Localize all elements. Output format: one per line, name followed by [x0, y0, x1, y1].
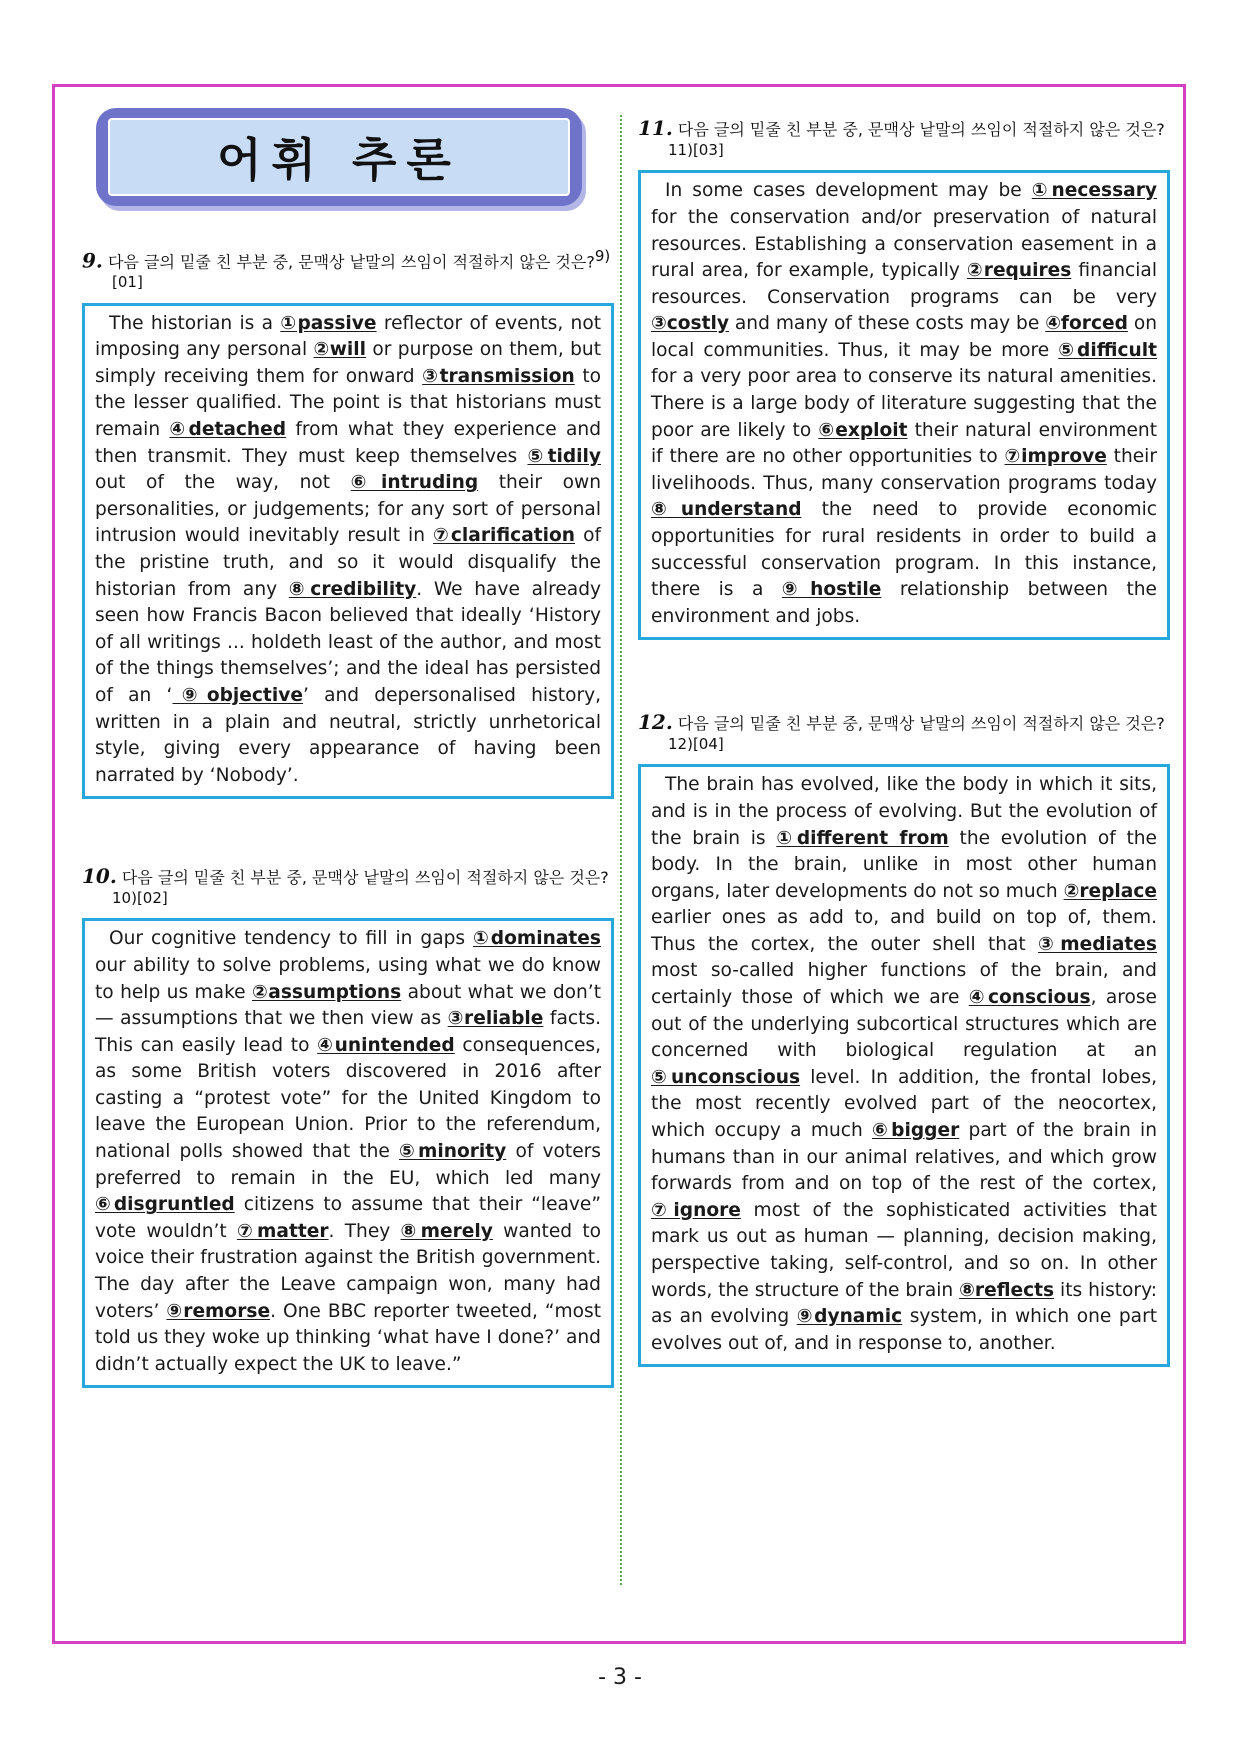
underlined-choice: ②will: [313, 339, 367, 361]
underlined-choice: ⑦improve: [1004, 446, 1107, 468]
passage-run: Our cognitive tendency to fill in gaps: [109, 928, 474, 950]
question-ref: 12)[04]: [668, 735, 724, 753]
passage-run: of the pristine truth, and so it would disqualify the historian from any: [95, 525, 601, 600]
underlined-choice: ⑥bigger: [872, 1120, 960, 1142]
section-title-banner: [96, 108, 582, 206]
underlined-choice: ⑥disgruntled: [95, 1194, 235, 1216]
passage-text: [95, 926, 601, 1378]
underlined-choice: ①dominates: [473, 928, 601, 950]
underlined-choice: ⑤tidily: [527, 445, 602, 467]
passage-box: [638, 764, 1170, 1367]
passage-run: from what they experience and then transmit. They must keep themselves: [95, 419, 601, 467]
passage-box: [638, 170, 1170, 640]
passage-box: [82, 303, 614, 800]
underlined-choice: ④conscious: [968, 987, 1091, 1009]
passage-run: their livelihoods. Thus, many conservation programs today: [651, 446, 1157, 494]
question-number: 12.: [638, 710, 673, 734]
question-11: [638, 118, 1170, 640]
question-number: 11.: [638, 116, 673, 140]
underlined-choice: ②assumptions: [252, 981, 402, 1003]
passage-run: The historian is a: [109, 312, 281, 334]
underlined-choice: ⑧credibility: [288, 578, 417, 600]
question-prompt: 다음 글의 밑줄 친 부분 중, 문맥상 낱말의 쓰임이 적절하지 않은 것은?: [121, 868, 609, 887]
passage-text: [95, 311, 601, 790]
passage-run: our ability to solve problems, using what we do know to help us make: [95, 954, 601, 1003]
passage-run: the evolution of the body. In the brain, unlike in most other human organs, later developments do not so much: [651, 827, 1157, 902]
passage-run: of voters preferred to remain in the EU, which led many: [95, 1141, 601, 1189]
passage-run: ’ and depersonalised history, written in a plain and neutral, strictly unrhetorical style, giving every appearance of having been narrated by ‘Nobody’.: [95, 684, 601, 786]
column-divider: [620, 115, 622, 1585]
underlined-choice: ④detached: [169, 419, 287, 441]
underlined-choice: ⑥exploit: [818, 419, 908, 441]
question-ref: 10)[02]: [112, 889, 168, 907]
passage-run: financial resources. Conservation programs can be very: [651, 260, 1157, 308]
underlined-choice: ⑦matter: [236, 1220, 329, 1242]
underlined-choice: ③mediates: [1038, 933, 1157, 955]
passage-run: most so-called higher functions of the brain, and certainly those of which we are: [651, 960, 1157, 1009]
underlined-choice: ④forced: [1045, 313, 1128, 335]
underlined-choice: ⑨dynamic: [796, 1306, 903, 1328]
passage-run: earlier ones as add to, and build on top of, them. Thus the cortex, the outer shell that: [651, 907, 1157, 955]
section-title: 어휘 추론: [108, 118, 570, 196]
passage-run: for the conservation and/or preservation of natural resources. Establishing a conservation easement in a rural area, for example, typically: [651, 206, 1157, 282]
question-header: [638, 118, 1170, 166]
passage-run: their own personalities, or judgements; for any sort of personal intrusion would inevitably result in: [95, 472, 601, 547]
page-number: - 3 -: [598, 1665, 642, 1690]
question-prompt: 다음 글의 밑줄 친 부분 중, 문맥상 낱말의 쓰임이 적절하지 않은 것은?: [677, 120, 1165, 139]
underlined-choice: ③transmission: [422, 365, 575, 387]
underlined-choice: ⑤unconscious: [651, 1066, 801, 1088]
passage-run: system, in which one part evolves out of, and in response to, another.: [651, 1306, 1158, 1354]
passage-run: . They: [328, 1220, 401, 1242]
underlined-choice: ⑨objective: [172, 684, 303, 706]
question-prompt: 다음 글의 밑줄 친 부분 중, 문맥상 낱말의 쓰임이 적절하지 않은 것은?: [107, 252, 595, 272]
question-12: [638, 712, 1170, 1367]
underlined-choice: ⑧reflects: [959, 1279, 1055, 1301]
passage-run: most of the sophisticated activities that mark us out as human — planning, decision making, perspective taking, self-control, and so on. In other words, the structure of the brain: [651, 1199, 1158, 1301]
underlined-choice: ⑦ignore: [651, 1199, 741, 1221]
passage-run: to the lesser qualified. The point is that historians must remain: [95, 365, 602, 441]
question-prompt: 다음 글의 밑줄 친 부분 중, 문맥상 낱말의 쓰임이 적절하지 않은 것은?: [677, 714, 1165, 733]
passage-run: or purpose on them, but simply receiving them for onward: [95, 339, 602, 387]
underlined-choice: ④unintended: [317, 1034, 455, 1056]
underlined-choice: ⑧understand: [651, 499, 802, 521]
underlined-choice: ①passive: [280, 312, 377, 334]
passage-run: for a very poor area to conserve its natural amenities. There is a large body of literature suggesting that the poor are likely to: [651, 366, 1157, 441]
passage-text: [651, 178, 1157, 630]
passage-run: citizens to assume that their “leave” vote wouldn’t: [95, 1194, 601, 1242]
passage-run: facts. This can easily lead to: [95, 1008, 601, 1056]
passage-run: consequences, as some British voters discovered in 2016 after casting a “protest vote” for the United Kingdom to leave the European Union. Prior to the referendum, national polls showed that the: [95, 1034, 602, 1163]
question-number: 9.: [82, 248, 103, 273]
underlined-choice: ⑨remorse: [166, 1300, 271, 1322]
underlined-choice: ⑧merely: [400, 1220, 493, 1242]
passage-run: . One BBC reporter tweeted, “most told us they woke up thinking ‘what have I done?’ and didn’t actually expect the UK to leave.”: [95, 1300, 601, 1375]
passage-run: reflector of events, not imposing any personal: [95, 312, 602, 361]
question-header: [638, 712, 1170, 760]
passage-run: part of the brain in humans than in our animal relatives, and which grow forwards from and on top of the rest of the cortex,: [651, 1120, 1157, 1195]
passage-text: [651, 772, 1157, 1357]
underlined-choice: ③costly: [651, 313, 729, 335]
underlined-choice: ①necessary: [1031, 180, 1158, 202]
question-ref: 9)[01]: [112, 247, 611, 292]
passage-box: [82, 918, 614, 1388]
underlined-choice: ⑨hostile: [781, 579, 882, 601]
passage-run: its history: as an evolving: [651, 1279, 1157, 1328]
passage-run: , arose out of the underlying subcortical structures which are concerned with biological regulation at an: [651, 987, 1157, 1062]
underlined-choice: ⑤minority: [398, 1141, 507, 1163]
question-9: [82, 246, 614, 799]
question-10: [82, 866, 614, 1388]
underlined-choice: ①different from: [776, 827, 949, 849]
question-header: [82, 246, 614, 299]
passage-run: on local communities. Thus, it may be more: [651, 313, 1157, 361]
underlined-choice: ②replace: [1063, 880, 1157, 902]
passage-run: level. In addition, the frontal lobes, the most recently evolved part of the neocortex, which occupy a much: [651, 1066, 1157, 1142]
underlined-choice: ⑦clarification: [433, 525, 576, 547]
passage-run: and many of these costs may be: [729, 313, 1046, 335]
passage-run: the need to provide economic opportunities for rural residents in order to build a successful conservation program. In this instance, there is a: [651, 499, 1157, 601]
question-number: 10.: [82, 864, 117, 888]
passage-run: relationship between the environment and jobs.: [651, 579, 1157, 627]
passage-run: their natural environment if there are no other opportunities to: [651, 419, 1158, 468]
passage-run: about what we don’t — assumptions that we then view as: [95, 981, 601, 1030]
question-ref: 11)[03]: [668, 141, 724, 159]
passage-run: wanted to voice their frustration against the British government. The day after the Leave campaign won, many had voters’: [95, 1220, 601, 1322]
underlined-choice: ②requires: [966, 260, 1072, 282]
passage-run: The brain has evolved, like the body in which it sits, and is in the process of evolving. But the evolution of the brain is: [651, 774, 1157, 849]
underlined-choice: ⑤difficult: [1058, 339, 1157, 361]
passage-run: In some cases development may be: [665, 180, 1032, 202]
passage-run: out of the way, not: [95, 472, 351, 494]
passage-run: . We have already seen how Francis Bacon believed that ideally ‘History of all writings ... holdeth least of the author, and most of the things themselves’; and the ideal has persisted of an ‘: [95, 578, 602, 706]
underlined-choice: ③reliable: [447, 1008, 544, 1030]
question-header: [82, 866, 614, 914]
underlined-choice: ⑥intruding: [350, 472, 479, 494]
